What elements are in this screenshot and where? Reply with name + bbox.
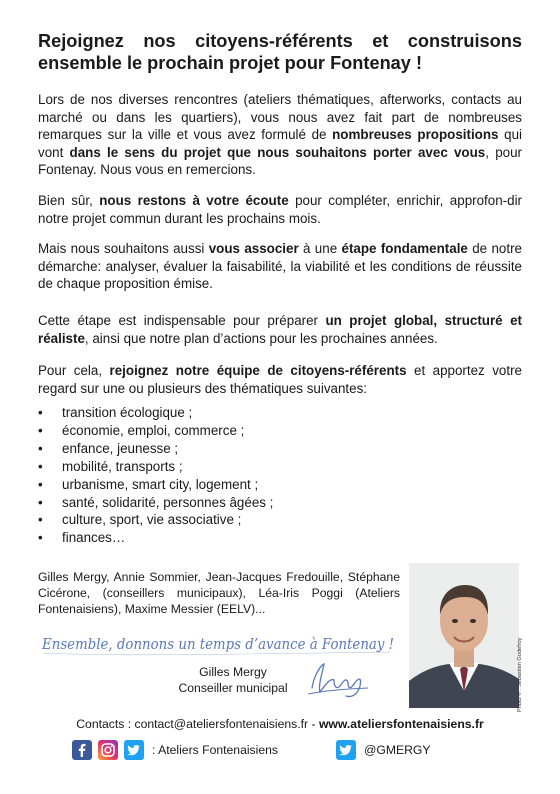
social-handle-label: : Ateliers Fontenaisiens bbox=[152, 743, 279, 757]
list-item: • urbanisme, smart city, logement ; bbox=[38, 476, 273, 494]
handwritten-note bbox=[40, 625, 400, 661]
facebook-icon[interactable] bbox=[72, 740, 92, 760]
list-item: • santé, solidarité, personnes âgées ; bbox=[38, 494, 273, 512]
list-item: • enfance, jeunesse ; bbox=[38, 440, 273, 458]
list-item: • transition écologique ; bbox=[38, 404, 273, 422]
handwritten-signature bbox=[300, 658, 378, 700]
text-span: Cette étape est indispensable pour préparer bbox=[38, 313, 326, 328]
text-span: , pour Fontenay. Nous vous en remercions. bbox=[38, 144, 522, 178]
listening-paragraph bbox=[38, 192, 522, 227]
bold-span: vous associer bbox=[208, 241, 299, 256]
twitter-icon[interactable] bbox=[124, 740, 144, 760]
instagram-icon[interactable] bbox=[98, 740, 118, 760]
list-item: • finances… bbox=[38, 529, 273, 547]
page-title: Rejoignez nos citoyens-référents et construisons ensemble le prochain projet pour Fontenay ! bbox=[38, 31, 522, 73]
signer-role: Conseiller municipal bbox=[178, 681, 288, 695]
bold-span: dans le sens du projet que nous souhaitons porter avec vous bbox=[69, 144, 486, 160]
join-paragraph bbox=[38, 362, 522, 397]
portrait-photo bbox=[409, 563, 519, 708]
signer-name: Gilles Mergy bbox=[199, 665, 267, 679]
text-span: Mais nous souhaitons aussi bbox=[38, 241, 209, 256]
website-link[interactable]: www.ateliersfontenaisiens.fr bbox=[318, 717, 484, 731]
twitter-handle-link[interactable] bbox=[336, 738, 431, 762]
association-paragraph bbox=[38, 240, 522, 293]
social-links bbox=[72, 738, 278, 762]
text-span: de notre démarche: analyser, évaluer la faisabilité, la viabilité et les conditions de réussite de chaque proposition émise. bbox=[38, 241, 522, 292]
text-span: Pour cela, bbox=[38, 363, 110, 378]
text-span: pour compléter, enrichir, approfon-dir notre projet commun durant les prochains mois. bbox=[38, 193, 522, 226]
text-span: , ainsi que notre plan d’actions pour les prochaines années. bbox=[84, 330, 438, 346]
bold-span: un projet global, structuré et réaliste bbox=[38, 313, 522, 346]
text-span: à une bbox=[298, 241, 342, 256]
text-span: Bien sûr, bbox=[38, 193, 100, 208]
list-item: • mobilité, transports ; bbox=[38, 458, 273, 476]
signers-list: Gilles Mergy, Annie Sommier, Jean-Jacques Fredouille, Stéphane Cicérone, (conseillers municipaux), Léa-Iris Poggi (Ateliers Fontenaisiens), Maxime Messier (EELV)... bbox=[38, 570, 400, 617]
twitter-icon[interactable] bbox=[336, 740, 356, 760]
bold-span: rejoignez notre équipe de citoyens-référents bbox=[109, 363, 407, 378]
contacts-line bbox=[0, 716, 560, 732]
handwritten-note-text: Ensemble, donnons un temps d’avance à Fontenay ! bbox=[41, 635, 395, 653]
themes-list bbox=[38, 404, 273, 547]
text-span: Lors de nos diverses rencontres (ateliers thématiques, afterworks, contacts au marché ou dans les quartiers), vous nous avez fait part de nombreuses remarques sur la ville et vous avez formulé de bbox=[38, 92, 522, 143]
signature-block bbox=[168, 664, 298, 696]
portrait-image bbox=[409, 563, 519, 708]
photo-credit: Photo © : Sébastien Godefroy bbox=[517, 637, 523, 712]
text-span: et apportez votre regard sur une ou plusieurs des thématiques suivantes: bbox=[38, 363, 522, 396]
list-item: • économie, emploi, commerce ; bbox=[38, 422, 273, 440]
bold-span: nombreuses propositions bbox=[332, 127, 499, 143]
bold-span: étape fondamentale bbox=[341, 241, 468, 256]
contact-email[interactable]: Contacts : contact@ateliersfontenaisiens.fr - bbox=[76, 717, 319, 731]
project-paragraph bbox=[38, 312, 522, 347]
twitter-handle: @GMERGY bbox=[364, 743, 431, 757]
intro-paragraph bbox=[38, 91, 522, 179]
list-item: • culture, sport, vie associative ; bbox=[38, 511, 273, 529]
text-span: qui vont bbox=[38, 127, 522, 160]
bold-span: nous restons à votre écoute bbox=[99, 193, 289, 208]
